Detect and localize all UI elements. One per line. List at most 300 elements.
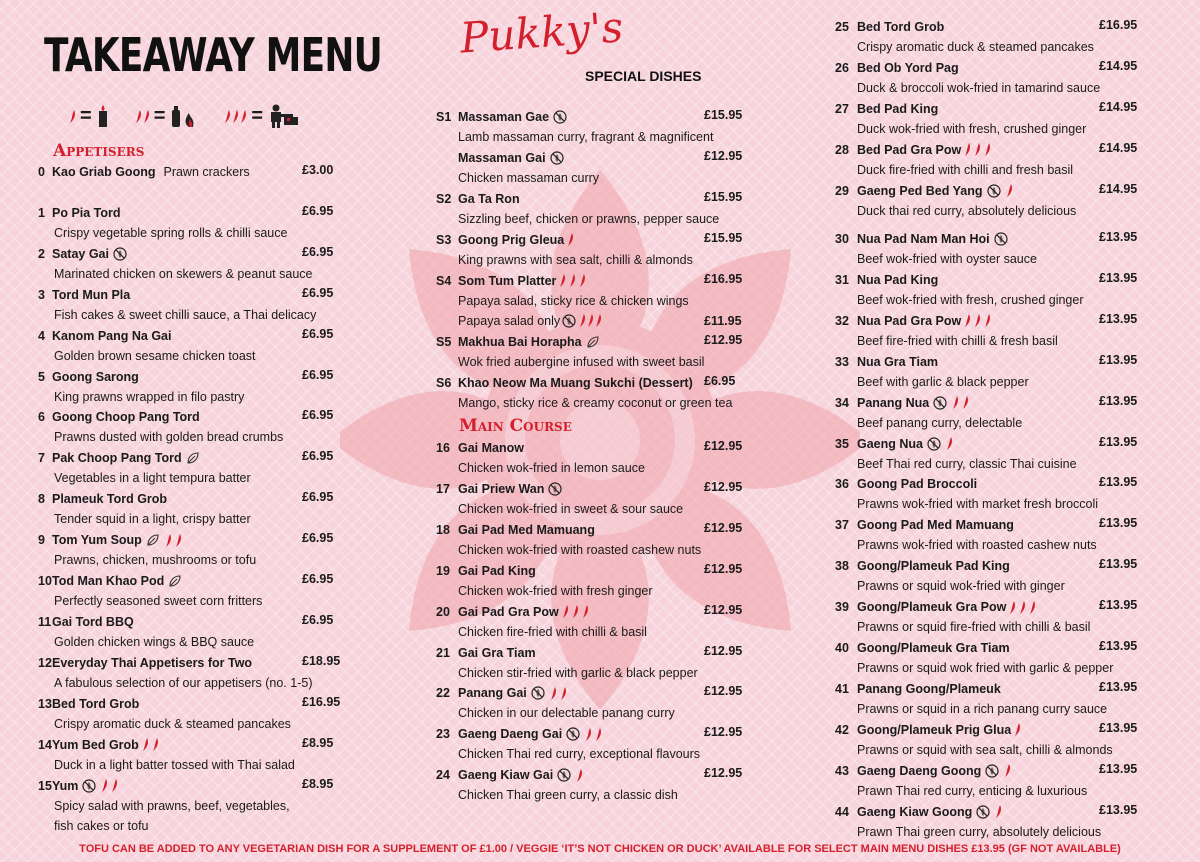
item-number: 18 — [436, 522, 450, 537]
item-description: Perfectly seasoned sweet corn fritters — [54, 594, 263, 608]
item-description: Chicken wok-fried in lemon sauce — [458, 461, 645, 475]
chilli-icon — [111, 779, 118, 792]
chilli-icon — [962, 396, 969, 409]
item-name-text: Massaman Gai — [458, 150, 546, 165]
item-description: Chicken massaman curry — [458, 170, 600, 185]
item-description: Prawns, chicken, mushrooms or tofu — [54, 553, 257, 568]
item-name — [52, 779, 118, 793]
item-price: £6.95 — [302, 244, 334, 259]
item-description: Vegetables in a light tempura batter — [54, 471, 251, 486]
item-price: £13.95 — [1099, 802, 1138, 817]
menu-item — [436, 438, 756, 480]
item-number: 33 — [835, 354, 849, 369]
item-price: £12.95 — [704, 439, 743, 453]
item-number: 35 — [835, 436, 849, 451]
menu-item — [436, 683, 756, 725]
item-name-text: Gai Priew Wan — [458, 481, 545, 496]
item-price: £12.95 — [704, 332, 743, 347]
item-price: £12.95 — [704, 479, 743, 494]
chilli-icon — [579, 274, 586, 287]
item-name-text: Goong Pad Med Mamuang — [857, 518, 1014, 533]
menu-item-row — [38, 285, 338, 305]
item-name-text: Goong Prig Gleua — [458, 232, 565, 247]
item-price: £13.95 — [1099, 639, 1138, 653]
item-description: Crispy vegetable spring rolls & chilli sauce — [54, 225, 288, 240]
item-name — [52, 738, 159, 752]
item-name-text: Goong/Plameuk Gra Tiam — [857, 641, 1010, 655]
item-description: Lamb massaman curry, fragrant & magnificent — [458, 130, 714, 144]
menu-item — [38, 285, 338, 327]
chilli-icon — [952, 396, 959, 409]
item-number: 41 — [835, 681, 849, 696]
menu-item — [38, 694, 341, 736]
chilli-icon — [562, 605, 569, 618]
menu-item — [835, 229, 1145, 271]
item-name — [52, 410, 200, 424]
item-name — [857, 600, 1036, 614]
menu-item — [38, 735, 338, 777]
item-name — [458, 274, 586, 288]
item-price: £13.95 — [1099, 311, 1138, 326]
section-heading-appetisers: Appetisers — [53, 141, 145, 161]
chilli-icon — [69, 110, 76, 123]
item-name — [458, 646, 536, 660]
menu-item — [835, 597, 1145, 639]
item-number: S6 — [436, 375, 452, 390]
item-number: S2 — [436, 191, 452, 206]
item-name — [857, 723, 1021, 737]
item-number: 20 — [436, 604, 450, 619]
menu-item — [436, 724, 756, 766]
footer-note: TOFU CAN BE ADDED TO ANY VEGETARIAN DISH FOR A SUPPLEMENT OF £1.00 / VEGGIE ‘IT’S NOT CHICKEN OR DUCK’ AVAILABLE FOR SELECT MAIN MENU DISHES £13.95 (GF NOT AVAILABLE) — [79, 843, 1121, 855]
menu-item — [38, 776, 338, 833]
item-name-text: Gaeng Ped Bed Yang — [857, 183, 983, 198]
item-name-text: Panang Goong/Plameuk — [857, 681, 1001, 696]
item-price: £15.95 — [704, 230, 743, 245]
item-description: Prawns or squid wok-fried with ginger — [857, 579, 1065, 594]
item-name-text: Ga Ta Ron — [458, 191, 520, 206]
item-description: Prawn Thai red curry, enticing & luxurious — [857, 783, 1088, 798]
item-name-text: Massaman Gae — [458, 110, 550, 124]
item-name — [458, 376, 693, 390]
item-description: Prawns wok-fried with roasted cashew nuts — [857, 538, 1097, 553]
item-price: £6.95 — [704, 373, 736, 388]
item-number: 44 — [835, 804, 849, 819]
item-name — [857, 682, 1001, 696]
menu-item-row — [38, 612, 338, 632]
item-number: S1 — [436, 110, 452, 124]
chilli-icon — [582, 605, 589, 618]
item-number: 26 — [835, 60, 849, 75]
chilli-icon — [587, 314, 594, 327]
chilli-icon — [595, 728, 602, 741]
item-name-text: Goong/Plameuk Gra Pow — [857, 600, 1007, 615]
menu-item — [835, 720, 1145, 762]
item-price: £6.95 — [302, 572, 334, 586]
item-name-text: Plameuk Tord Grob — [52, 492, 168, 507]
item-price: £14.95 — [1099, 181, 1138, 196]
item-name — [52, 656, 252, 670]
item-name-text: Yum Bed Grob — [52, 737, 139, 752]
menu-item — [436, 765, 756, 807]
item-number: 12 — [38, 655, 52, 670]
menu-item — [835, 140, 1145, 182]
item-number: 39 — [835, 600, 849, 615]
item-description: Sizzling beef, chicken or prawns, pepper sauce — [458, 211, 720, 226]
menu-item — [835, 679, 1145, 721]
item-price: £13.95 — [1099, 720, 1138, 735]
item-name-text: Yum — [52, 778, 79, 793]
chilli-icon — [224, 110, 231, 123]
item-name — [458, 335, 602, 349]
item-number: 25 — [835, 20, 849, 34]
vegetarian-leaf-icon — [586, 335, 600, 349]
item-description: Chicken wok-fried in sweet & sour sauce — [458, 501, 684, 516]
item-name — [857, 518, 1014, 532]
item-number: 40 — [835, 641, 849, 655]
item-name — [458, 564, 536, 578]
chilli-icon — [572, 605, 579, 618]
menu-item — [38, 448, 338, 490]
item-name-text: Goong Pad Broccoli — [857, 477, 978, 492]
item-number: 27 — [835, 101, 849, 116]
item-name-text: Gai Pad King — [458, 563, 536, 578]
item-description: Marinated chicken on skewers & peanut sauce — [54, 266, 313, 281]
item-name-text: Kao Griab Goong — [52, 165, 156, 179]
item-price: £13.95 — [1099, 679, 1138, 694]
menu-item — [38, 407, 338, 449]
menu-item-row — [38, 653, 341, 673]
item-number: 28 — [835, 142, 849, 157]
item-number: 43 — [835, 763, 849, 778]
item-name-text: Tom Yum Soup — [52, 533, 142, 548]
menu-item — [835, 17, 1145, 59]
legend-mild: = — [68, 105, 110, 128]
chilli-icon — [1014, 723, 1021, 736]
item-description: Duck in a light batter tossed with Thai salad — [54, 757, 295, 772]
item-description: A fabulous selection of our appetisers (no. 1-5) — [54, 675, 313, 690]
chilli-icon — [964, 143, 971, 156]
item-name — [458, 192, 520, 206]
item-price: £13.95 — [1099, 230, 1138, 244]
item-name — [857, 273, 938, 287]
item-number: 21 — [436, 645, 450, 660]
item-number: 8 — [38, 492, 45, 507]
chilli-icon — [1029, 601, 1036, 614]
item-description: Beef wok-fried with oyster sauce — [857, 252, 1037, 266]
item-price: £18.95 — [302, 653, 341, 668]
item-price: £12.95 — [704, 684, 743, 699]
menu-item — [835, 311, 1145, 353]
item-description: Beef Thai red curry, classic Thai cuisine — [857, 456, 1077, 471]
item-description: King prawns with sea salt, chilli & almonds — [458, 252, 693, 267]
chilli-icon — [165, 534, 172, 547]
item-name — [52, 533, 182, 547]
menu-item-row — [38, 203, 338, 223]
no-vegetarian-icon — [557, 768, 571, 782]
chilli-icon — [1006, 184, 1013, 197]
item-name — [52, 574, 184, 588]
item-description: Golden chicken wings & BBQ sauce — [54, 634, 255, 649]
item-name — [52, 206, 121, 220]
chilli-icon — [559, 274, 566, 287]
no-vegetarian-icon — [82, 779, 96, 793]
chilli-icon — [240, 110, 247, 123]
item-number: S4 — [436, 273, 452, 288]
menu-item-row — [38, 326, 338, 346]
menu-item — [436, 189, 756, 231]
item-description: Duck thai red curry, absolutely delicious — [857, 203, 1077, 218]
chilli-icon — [560, 687, 567, 700]
item-name — [857, 641, 1010, 655]
item-number: 14 — [38, 737, 52, 752]
menu-item — [38, 612, 338, 654]
item-price: £12.95 — [704, 602, 743, 617]
item-name-text: Gaeng Kiaw Gai — [458, 768, 554, 783]
item-name — [458, 768, 583, 782]
menu-item — [436, 373, 756, 415]
menu-item — [835, 352, 1145, 394]
restaurant-brand-logo: Pukky's — [458, 2, 625, 63]
item-number: 42 — [835, 722, 849, 737]
menu-item — [436, 107, 756, 149]
item-price: £13.95 — [1099, 761, 1138, 776]
menu-item — [38, 571, 338, 613]
item-price: £16.95 — [302, 694, 341, 709]
chilli-icon — [595, 314, 602, 327]
item-description: Chicken in our delectable panang curry — [458, 706, 675, 721]
no-vegetarian-icon — [550, 151, 564, 165]
item-description: Prawns wok-fried with market fresh broccoli — [857, 497, 1099, 512]
item-name-text: Gaeng Daeng Gai — [458, 727, 563, 742]
item-description: Chicken fire-fried with chilli & basil — [458, 624, 647, 639]
chilli-icon — [152, 738, 159, 751]
item-price: £6.95 — [302, 367, 334, 382]
chilli-icon — [585, 728, 592, 741]
menu-item-row — [38, 448, 338, 468]
chilli-icon — [101, 779, 108, 792]
menu-item — [436, 148, 756, 190]
no-vegetarian-icon — [562, 314, 576, 328]
firefighter-hose-icon — [267, 104, 299, 128]
item-description: Mango, sticky rice & creamy coconut or green tea — [458, 395, 733, 410]
item-price: £6.95 — [302, 203, 334, 218]
item-description: Fish cakes & sweet chilli sauce, a Thai delicacy — [54, 307, 317, 322]
item-name-text: Makhua Bai Horapha — [458, 334, 582, 349]
chilli-icon — [135, 110, 142, 123]
menu-item — [436, 271, 756, 328]
vegetarian-leaf-icon — [168, 574, 182, 588]
item-price: £12.95 — [704, 148, 743, 163]
chilli-icon — [550, 687, 557, 700]
chilli-icon — [984, 143, 991, 156]
fire-extinguisher-icon — [169, 105, 199, 127]
menu-item — [835, 474, 1145, 516]
no-vegetarian-icon — [927, 437, 941, 451]
item-price: £13.95 — [1099, 557, 1138, 572]
item-description: King prawns wrapped in filo pastry — [54, 389, 245, 404]
item-name — [857, 355, 938, 369]
item-name — [458, 686, 567, 700]
item-description: Crispy aromatic duck & steamed pancakes — [54, 716, 291, 731]
item-description: Chicken stir-fried with garlic & black pepper — [458, 665, 698, 680]
item-name — [458, 110, 569, 124]
item-price: £14.95 — [1099, 58, 1138, 73]
menu-item — [436, 230, 756, 272]
item-number: 2 — [38, 246, 45, 261]
item-name — [458, 233, 574, 247]
item-number: 19 — [436, 563, 450, 578]
item-price: £6.95 — [302, 612, 334, 627]
menu-item — [835, 270, 1145, 312]
item-name — [857, 764, 1011, 778]
item-name — [857, 102, 938, 116]
item-number: 31 — [835, 272, 849, 287]
item-number: 15 — [38, 778, 52, 793]
item-name-text: Nua Pad Nam Man Hoi — [857, 232, 990, 246]
item-name-text: Goong Choop Pang Tord — [52, 410, 200, 425]
menu-item — [38, 162, 338, 204]
no-vegetarian-icon — [985, 764, 999, 778]
chilli-icon — [576, 769, 583, 782]
menu-item — [38, 367, 338, 409]
menu-item — [835, 393, 1145, 435]
brand-subtitle: SPECIAL DISHES — [585, 68, 702, 84]
item-name — [458, 727, 602, 741]
item-price: £15.95 — [704, 189, 743, 204]
item-name — [857, 396, 969, 410]
item-number: 10 — [38, 574, 52, 588]
item-price: £13.95 — [1099, 393, 1138, 408]
item-price: £12.95 — [704, 766, 743, 781]
item-name-text: Bed Tord Grob — [857, 20, 945, 34]
chilli-icon — [569, 274, 576, 287]
item-number: 36 — [835, 477, 849, 492]
item-name — [52, 329, 171, 343]
item-name-text: Po Pia Tord — [52, 205, 121, 220]
menu-item-row — [38, 162, 338, 182]
menu-item — [835, 802, 1145, 844]
item-name — [458, 441, 524, 455]
item-description: Duck fire-fried with chilli and fresh basil — [857, 162, 1074, 177]
item-price: £13.95 — [1099, 352, 1138, 367]
item-number: 24 — [436, 768, 450, 783]
no-vegetarian-icon — [994, 232, 1008, 246]
item-price: £12.95 — [704, 725, 743, 740]
item-description: Beef wok-fried with fresh, crushed ginger — [857, 292, 1084, 307]
item-name — [857, 559, 1010, 573]
item-variant-price: £11.95 — [704, 313, 742, 328]
item-price: £13.95 — [1099, 598, 1138, 613]
item-price: £6.95 — [302, 408, 334, 423]
item-name — [857, 314, 991, 328]
item-number: 4 — [38, 328, 45, 343]
item-price: £6.95 — [302, 285, 334, 300]
item-name — [458, 605, 589, 619]
menu-item — [38, 489, 338, 531]
item-name-text: Gai Manow — [458, 441, 524, 455]
item-name-text: Tod Man Khao Pod — [52, 574, 165, 588]
item-description: Papaya salad, sticky rice & chicken wings — [458, 293, 689, 308]
item-name — [857, 477, 977, 491]
item-description: Prawn Thai green curry, absolutely delicious — [857, 824, 1102, 839]
item-description-continued: fish cakes or tofu — [54, 818, 149, 833]
item-price: £6.95 — [302, 531, 334, 546]
chilli-icon — [1004, 764, 1011, 777]
item-number: S3 — [436, 232, 452, 247]
item-inline-desc: Prawn crackers — [163, 165, 250, 179]
no-vegetarian-icon — [976, 805, 990, 819]
menu-item-row — [38, 571, 338, 591]
item-price: £14.95 — [1099, 140, 1138, 155]
item-number: 22 — [436, 686, 450, 701]
item-number: 17 — [436, 481, 450, 496]
item-name — [458, 523, 595, 537]
no-vegetarian-icon — [113, 247, 127, 261]
menu-item — [436, 479, 756, 521]
item-name — [52, 288, 130, 302]
chilli-icon — [995, 805, 1002, 818]
item-description: Chicken Thai green curry, a classic dish — [458, 788, 678, 803]
candle-icon — [96, 105, 110, 127]
item-name-text: Kanom Pang Na Gai — [52, 328, 172, 343]
chilli-icon — [1019, 601, 1026, 614]
item-description: Chicken Thai red curry, exceptional flavours — [458, 747, 701, 762]
item-name-text: Som Tum Platter — [458, 273, 557, 288]
item-name-text: Bed Ob Yord Pag — [857, 60, 959, 75]
item-number: 30 — [835, 232, 849, 246]
menu-item — [436, 602, 756, 644]
item-name-text: Goong/Plameuk Pad King — [857, 559, 1010, 574]
item-variant-name: Papaya salad only — [458, 313, 561, 328]
menu-item — [835, 99, 1145, 141]
menu-item-row — [38, 407, 338, 427]
no-vegetarian-icon — [553, 110, 567, 124]
chilli-icon — [143, 110, 150, 123]
item-description: Prawns or squid wok fried with garlic & pepper — [857, 661, 1114, 675]
item-name — [857, 232, 1010, 246]
menu-item — [436, 561, 756, 603]
item-name-text: Gaeng Nua — [857, 436, 923, 451]
item-name — [458, 482, 564, 496]
item-name — [857, 184, 1013, 198]
item-name-text: Satay Gai — [52, 246, 109, 261]
menu-item-row — [38, 489, 338, 509]
chilli-icon — [946, 437, 953, 450]
item-price: £15.95 — [704, 108, 743, 122]
menu-item — [436, 643, 756, 685]
item-number: 38 — [835, 559, 849, 574]
item-price: £12.95 — [704, 561, 743, 576]
item-name-text: Bed Pad Gra Pow — [857, 142, 962, 157]
vegetarian-leaf-icon — [146, 533, 160, 547]
item-description: Chicken wok-fried with fresh ginger — [458, 583, 653, 598]
chilli-icon — [567, 233, 574, 246]
item-description: Prawns dusted with golden bread crumbs — [54, 430, 284, 445]
item-price: £12.95 — [704, 520, 743, 535]
item-name — [52, 165, 250, 179]
item-name — [52, 615, 134, 629]
item-number: 9 — [38, 533, 45, 548]
item-name-text: Nua Pad Gra Pow — [857, 313, 962, 328]
menu-item — [835, 515, 1145, 557]
item-description: Beef with garlic & black pepper — [857, 374, 1029, 389]
item-name — [52, 697, 139, 711]
item-number: 6 — [38, 410, 45, 425]
item-name-text: Nua Gra Tiam — [857, 354, 939, 369]
vegetarian-leaf-icon — [186, 451, 200, 465]
item-description: Beef fire-fried with chilli & fresh basil — [857, 333, 1058, 348]
